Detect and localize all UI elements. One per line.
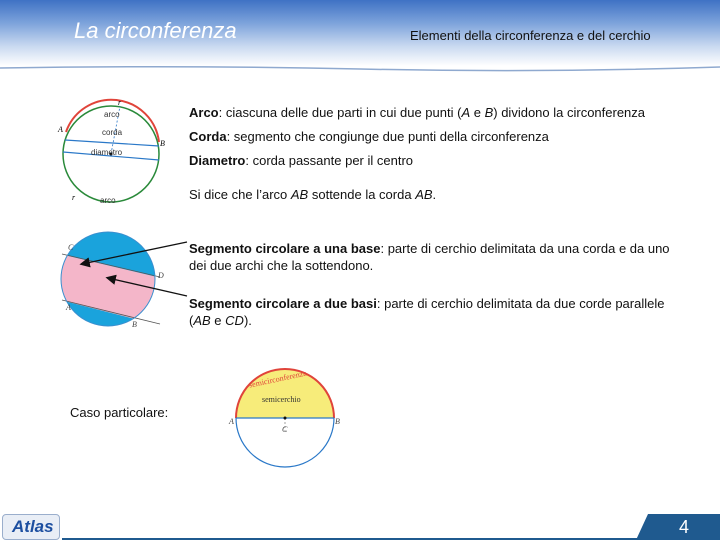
term-arco: Arco [189,105,219,120]
label-D: D [158,271,164,280]
label-arco-top: arco [104,110,120,119]
label-A: A [229,417,234,426]
circle-elements-figure [56,96,168,210]
arrow-to-una-base [82,242,187,264]
label-B: B [160,139,165,148]
label-r-top: r [118,98,122,107]
label-r-bottom: r [72,193,76,202]
label-B: B [335,417,340,426]
term-corda: Corda [189,129,227,144]
sottende-note: Si dice che l’arco AB sottende la corda AB. [189,187,437,202]
label-semicerchio: semicerchio [262,395,301,404]
page-subtitle: Elementi della circonferenza e del cerchio [410,28,651,43]
definition-diametro: Diametro: corda passante per il centro [189,153,414,168]
arrow-to-due-basi [108,278,187,296]
page-title: La circonferenza [74,18,237,43]
chord-line [65,140,159,146]
page-number: 4 [678,517,689,537]
definition-segmento-due-basi: Segmento circolare a due basi: parte di cerchio delimitata da due corde parallele (AB e CD). [189,296,665,328]
label-A: A [66,303,71,312]
label-C: C [282,425,288,434]
atlas-logo: Atlas [2,514,60,540]
label-C: C [68,243,74,252]
label-B: B [132,320,137,329]
pointer-arrows [70,236,190,316]
term-diametro: Diametro [189,153,246,168]
label-A: A [58,125,63,134]
label-diametro: diametro [91,148,123,157]
label-corda: corda [102,128,123,137]
header-divider [0,64,720,72]
label-semicirconferenza: semicirconferenza [248,368,308,390]
label-arco-bottom: arco [100,196,116,205]
caso-particolare-label: Caso particolare: [70,405,169,420]
page-number-badge [648,514,720,540]
definition-arco: Arco: ciascuna delle due parti in cui due punti (A e B) dividono la circonferenza [189,105,646,120]
definition-segmento-una-base: Segmento circolare a una base: parte di cerchio delimitata da una corda e da uno dei due archi che la sottendono. [189,241,670,273]
semicircle-figure [228,362,344,470]
definition-corda: Corda: segmento che congiunge due punti della circonferenza [189,129,549,144]
